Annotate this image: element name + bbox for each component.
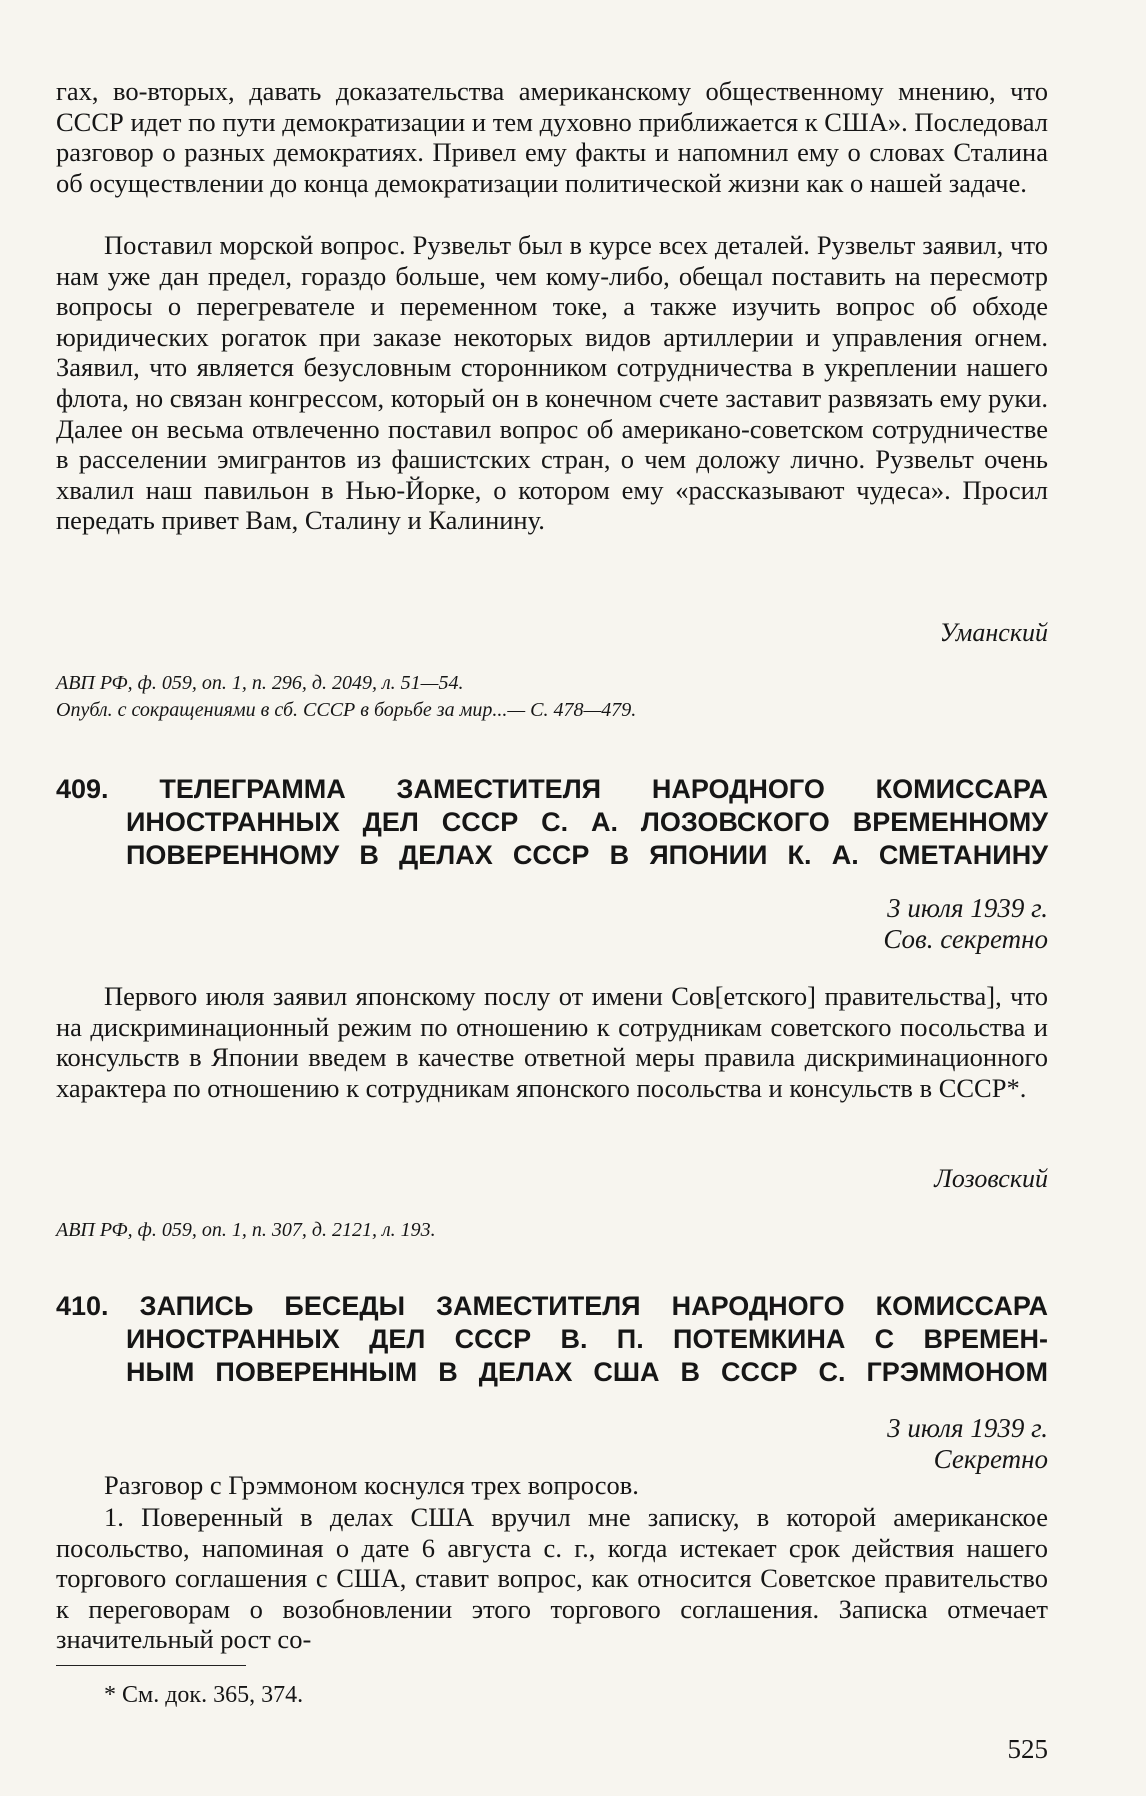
page-number: 525 [1007, 1734, 1048, 1764]
title-line: ИНОСТРАННЫХ ДЕЛ СССР С. А. ЛОЗОВСКОГО ВРЕМЕННОМУ [126, 807, 1048, 837]
document-410-title [56, 1290, 1048, 1389]
document-410-dateline [887, 1413, 1048, 1475]
conversation-point-1: 1. Поверенный в делах США вручил мне записку, в которой американское посольство, напоминая о дате 6 августа с. г., когда истекает срок действия нашего торгового соглашения с США, ставит вопрос, как относится Советское правительство к переговорам о возобновлении этого торгового соглашения. Записка отмечает значительный рост со- [56, 1502, 1048, 1655]
classification-stamp: Секретно [933, 1444, 1048, 1474]
title-line: 409. ТЕЛЕГРАММА ЗАМЕСТИТЕЛЯ НАРОДНОГО КОМИССАРА [56, 774, 1048, 804]
publication-source-408: Опубл. с сокращениями в сб. СССР в борьбе за мир...— С. 478—479. [56, 699, 637, 721]
classification-stamp: Сов. секретно [883, 924, 1048, 954]
title-line: 410. ЗАПИСЬ БЕСЕДЫ ЗАМЕСТИТЕЛЯ НАРОДНОГО КОМИССАРА [56, 1291, 1048, 1321]
paragraph-naval-question: Поставил морской вопрос. Рузвельт был в курсе всех деталей. Рузвельт заявил, что нам уже дан предел, гораздо больше, чем кому-либо, обещал поставить на пересмотр вопросы о перегревателе и переменном токе, а также изучить вопрос об обходе юридических рогаток при заказе некоторых видов артиллерии и управления огнем. Заявил, что является безусловным сторонником сотрудничества в укреплении нашего флота, но связан конгрессом, который он в конечном счете заставит развязать ему руки. Далее он весьма отвлеченно поставил вопрос об американо-советском сотрудничестве в расселении эмигрантов из фашистских стран, о чем доложу лично. Рузвельт очень хвалил наш павильон в Нью-Йорке, о котором ему «рассказывают чудеса». Просил передать привет Вам, Сталину и Калинину. [56, 230, 1048, 536]
paragraph-continuation: гах, во-вторых, давать доказательства американскому общественному мнению, что СССР идет по пути демократизации и тем духовно приближается к США». Последовал разговор о разных демократиях. Привел ему факты и напомнил ему о словах Сталина об осуществлении до конца демократизации политической жизни как о нашей задаче. [56, 76, 1048, 198]
footnote: * См. док. 365, 374. [104, 1682, 304, 1708]
document-date: 3 июля 1939 г. [887, 893, 1048, 923]
title-line: НЫМ ПОВЕРЕННЫМ В ДЕЛАХ США В СССР С. ГРЭММОНОМ [126, 1357, 1048, 1387]
archive-source-409: АВП РФ, ф. 059, оп. 1, п. 307, д. 2121, л. 193. [56, 1219, 436, 1241]
footnote-divider [56, 1665, 246, 1666]
title-line: ПОВЕРЕННОМУ В ДЕЛАХ СССР В ЯПОНИИ К. А. СМЕТАНИНУ [126, 840, 1048, 870]
signature-umansky: Уманский [939, 618, 1048, 647]
title-line: ИНОСТРАННЫХ ДЕЛ СССР В. П. ПОТЕМКИНА С ВРЕМЕН- [126, 1324, 1048, 1354]
document-date: 3 июля 1939 г. [887, 1413, 1048, 1443]
document-409-dateline [883, 893, 1048, 955]
conversation-intro: Разговор с Грэммоном коснулся трех вопросов. [104, 1470, 639, 1500]
telegram-body: Первого июля заявил японскому послу от имени Сов[етского] правительства], что на дискриминационный режим по отношению к сотрудникам советского посольства и консульств в Японии введем в качестве ответной меры правила дискриминационного характера по отношению к сотрудникам японского посольства и консульств в СССР*. [56, 981, 1048, 1103]
document-409-title [56, 773, 1048, 872]
archive-source-408: АВП РФ, ф. 059, оп. 1, п. 296, д. 2049, л. 51—54. [56, 672, 464, 694]
signature-lozovsky: Лозовский [934, 1164, 1048, 1193]
